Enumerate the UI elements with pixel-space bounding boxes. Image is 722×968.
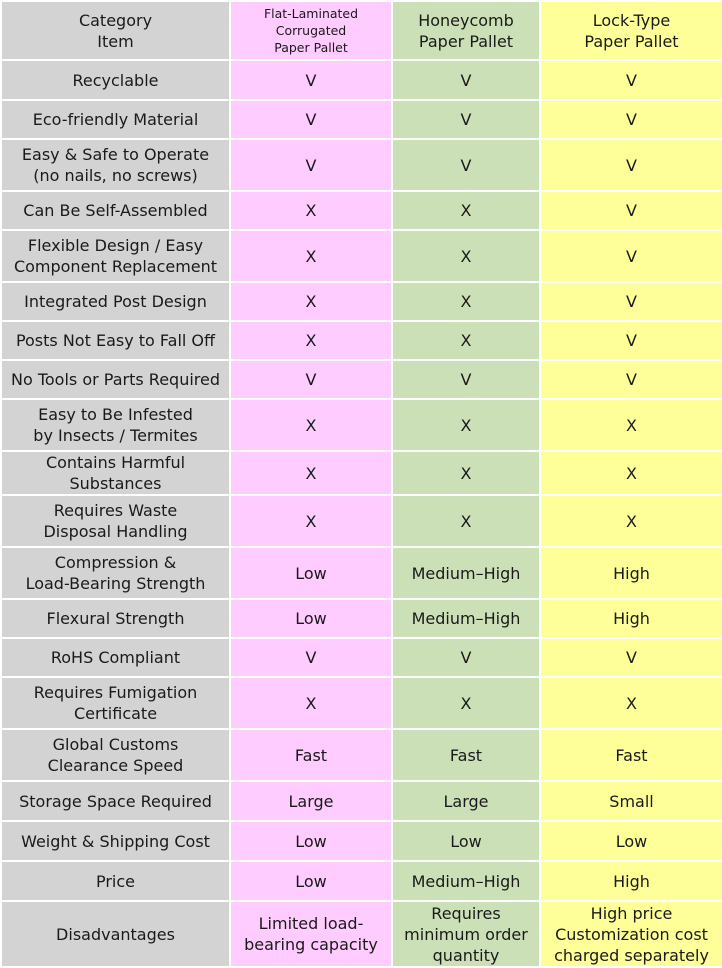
table-row — [1, 139, 722, 191]
flat-laminated-cell — [230, 139, 392, 191]
header-category-item — [1, 1, 230, 60]
lock-type-cell — [540, 60, 722, 100]
category-item-cell — [1, 230, 230, 282]
lock-type-cell — [540, 399, 722, 451]
category-item-cell — [1, 451, 230, 495]
category-item-cell — [1, 100, 230, 139]
cell-text-line: Low — [295, 831, 327, 851]
cell-text-line: Contains Harmful Substances — [45, 453, 186, 493]
table-row — [1, 321, 722, 360]
honeycomb-cell — [392, 360, 540, 399]
category-item-cell — [1, 360, 230, 399]
flat-laminated-cell — [230, 729, 392, 781]
cell-text-line: Fast — [294, 745, 328, 765]
cell-text-line: Certificate — [73, 704, 158, 723]
flat-laminated-cell — [230, 861, 392, 901]
honeycomb-cell — [392, 451, 540, 495]
table-row — [1, 638, 722, 677]
cell-text-line: Customization cost — [555, 924, 708, 944]
table-body — [1, 60, 722, 967]
table-row — [1, 729, 722, 781]
honeycomb-cell — [392, 677, 540, 729]
cell-text-line: minimum order — [404, 924, 528, 944]
category-item-cell — [1, 60, 230, 100]
table-row — [1, 781, 722, 821]
flat-laminated-cell — [230, 901, 392, 967]
honeycomb-cell — [392, 821, 540, 861]
cell-text-line: X — [626, 511, 637, 531]
lock-type-cell — [540, 282, 722, 321]
honeycomb-cell — [392, 729, 540, 781]
table-row — [1, 100, 722, 139]
cell-text-line: Posts Not Easy to Fall Off — [15, 331, 216, 350]
cell-text-line: V — [460, 155, 472, 175]
header-category-line: Category — [78, 10, 153, 30]
header-flat-laminated — [230, 1, 392, 60]
header-lock-line: Lock-Type — [592, 10, 671, 30]
cell-text-line: Low — [295, 871, 327, 891]
cell-text-line: Component Replacement — [13, 257, 218, 276]
category-item-cell — [1, 638, 230, 677]
table-row — [1, 495, 722, 547]
table-row — [1, 547, 722, 599]
cell-text-line: Easy & Safe to Operate — [21, 145, 210, 164]
cell-text-line: X — [460, 292, 472, 311]
lock-type-cell — [540, 360, 722, 399]
header-lock-line: Paper Pallet — [584, 31, 679, 51]
table-row — [1, 677, 722, 729]
cell-text-line: X — [305, 246, 317, 266]
lock-type-cell — [540, 638, 722, 677]
cell-text-line: V — [626, 201, 637, 220]
lock-type-cell — [540, 321, 722, 360]
cell-text-line: Flexural Strength — [46, 609, 185, 628]
cell-text-line: X — [305, 201, 317, 220]
cell-text-line: Flexible Design / Easy — [27, 236, 204, 255]
table-row — [1, 861, 722, 901]
cell-text-line: No Tools or Parts Required — [10, 370, 220, 389]
cell-text-line: Easy to Be Infested — [38, 405, 193, 424]
cell-text-line: V — [305, 155, 317, 175]
cell-text-line: Global Customs — [52, 735, 179, 754]
cell-text-line: X — [460, 693, 472, 713]
lock-type-cell — [540, 191, 722, 230]
cell-text-line: V — [460, 70, 472, 90]
lock-type-cell — [540, 781, 722, 821]
flat-laminated-cell — [230, 282, 392, 321]
cell-text-line: Medium–High — [411, 563, 521, 583]
cell-text-line: Eco-friendly Material — [32, 110, 199, 129]
cell-text-line: Fast — [615, 745, 648, 765]
category-item-cell — [1, 139, 230, 191]
cell-text-line: X — [460, 246, 472, 266]
honeycomb-cell — [392, 638, 540, 677]
cell-text-line: Load-Bearing Strength — [25, 574, 206, 593]
header-honeycomb-line: Honeycomb — [418, 10, 514, 30]
cell-text-line: V — [626, 370, 637, 389]
category-item-cell — [1, 282, 230, 321]
cell-text-line: Recyclable — [72, 70, 159, 90]
header-flat-line: Flat-Laminated — [263, 6, 359, 21]
flat-laminated-cell — [230, 100, 392, 139]
category-item-cell — [1, 901, 230, 967]
category-item-cell — [1, 321, 230, 360]
cell-text-line: V — [460, 648, 472, 667]
cell-text-line: V — [626, 155, 637, 175]
cell-text-line: X — [460, 201, 472, 220]
table-row — [1, 230, 722, 282]
cell-text-line: X — [305, 511, 317, 531]
honeycomb-cell — [392, 901, 540, 967]
flat-laminated-cell — [230, 191, 392, 230]
cell-text-line: Low — [295, 563, 327, 583]
honeycomb-cell — [392, 399, 540, 451]
cell-text-line: X — [460, 511, 472, 531]
honeycomb-cell — [392, 495, 540, 547]
honeycomb-cell — [392, 861, 540, 901]
cell-text-line: Requires Waste — [53, 501, 178, 520]
cell-text-line: X — [460, 415, 472, 435]
table-row — [1, 901, 722, 967]
category-item-cell — [1, 861, 230, 901]
cell-text-line: Clearance Speed — [47, 756, 184, 775]
flat-laminated-cell — [230, 781, 392, 821]
cell-text-line: Limited load- — [258, 914, 364, 933]
cell-text-line: charged separately — [554, 945, 709, 965]
honeycomb-cell — [392, 191, 540, 230]
cell-text-line: X — [626, 463, 637, 483]
category-item-cell — [1, 677, 230, 729]
header-honeycomb-line: Paper Pallet — [418, 31, 514, 51]
table-row — [1, 599, 722, 638]
cell-text-line: V — [626, 70, 637, 90]
cell-text-line: Disposal Handling — [43, 522, 188, 541]
cell-text-line: X — [460, 331, 472, 350]
cell-text-line: V — [305, 70, 317, 90]
lock-type-cell — [540, 729, 722, 781]
header-item-line: Item — [97, 31, 134, 51]
honeycomb-cell — [392, 321, 540, 360]
flat-laminated-cell — [230, 399, 392, 451]
table-row — [1, 821, 722, 861]
cell-text-line: Small — [609, 791, 654, 811]
flat-laminated-cell — [230, 677, 392, 729]
header-lock-type — [540, 1, 722, 60]
cell-text-line: Integrated Post Design — [24, 292, 207, 311]
cell-text-line: RoHS Compliant — [50, 648, 181, 667]
cell-text-line: Can Be Self-Assembled — [23, 201, 208, 220]
cell-text-line: Disadvantages — [56, 924, 175, 944]
header-flat-line: Paper Pallet — [274, 40, 348, 55]
flat-laminated-cell — [230, 599, 392, 638]
cell-text-line: Low — [450, 831, 482, 851]
category-item-cell — [1, 821, 230, 861]
honeycomb-cell — [392, 100, 540, 139]
cell-text-line: by Insects / Termites — [33, 426, 198, 445]
cell-text-line: X — [305, 415, 317, 435]
category-item-cell — [1, 495, 230, 547]
cell-text-line: High price — [590, 903, 673, 923]
cell-text-line: X — [305, 463, 317, 483]
cell-text-line: Price — [95, 871, 136, 891]
cell-text-line: X — [626, 415, 637, 435]
flat-laminated-cell — [230, 230, 392, 282]
cell-text-line: V — [626, 648, 637, 667]
cell-text-line: Medium–High — [411, 609, 521, 628]
cell-text-line: V — [626, 110, 637, 129]
lock-type-cell — [540, 861, 722, 901]
cell-text-line: Low — [615, 831, 648, 851]
lock-type-cell — [540, 677, 722, 729]
cell-text-line: High — [613, 563, 650, 583]
lock-type-cell — [540, 139, 722, 191]
honeycomb-cell — [392, 230, 540, 282]
table-row — [1, 191, 722, 230]
header-row — [1, 1, 722, 60]
cell-text-line: quantity — [432, 945, 500, 965]
table-row — [1, 451, 722, 495]
flat-laminated-cell — [230, 547, 392, 599]
cell-text-line: Weight & Shipping Cost — [21, 831, 210, 851]
cell-text-line: Large — [443, 791, 489, 811]
cell-text-line: Medium–High — [411, 871, 521, 891]
cell-text-line: Low — [295, 609, 327, 628]
flat-laminated-cell — [230, 60, 392, 100]
lock-type-cell — [540, 100, 722, 139]
flat-laminated-cell — [230, 321, 392, 360]
cell-text-line: V — [626, 331, 637, 350]
cell-text-line: X — [460, 463, 472, 483]
category-item-cell — [1, 399, 230, 451]
cell-text-line: X — [305, 292, 317, 311]
honeycomb-cell — [392, 139, 540, 191]
cell-text-line: bearing capacity — [244, 935, 378, 954]
cell-text-line: High — [613, 609, 650, 628]
cell-text-line: X — [305, 331, 317, 350]
cell-text-line: V — [626, 292, 637, 311]
honeycomb-cell — [392, 781, 540, 821]
cell-text-line: X — [626, 693, 637, 713]
category-item-cell — [1, 191, 230, 230]
flat-laminated-cell — [230, 638, 392, 677]
flat-laminated-cell — [230, 360, 392, 399]
honeycomb-cell — [392, 599, 540, 638]
cell-text-line: Storage Space Required — [19, 791, 212, 811]
lock-type-cell — [540, 547, 722, 599]
table-row — [1, 60, 722, 100]
cell-text-line: V — [460, 110, 472, 129]
cell-text-line: High — [613, 871, 650, 891]
table-row — [1, 399, 722, 451]
flat-laminated-cell — [230, 451, 392, 495]
cell-text-line: Requires — [431, 903, 501, 923]
lock-type-cell — [540, 451, 722, 495]
lock-type-cell — [540, 495, 722, 547]
cell-text-line: Large — [288, 791, 334, 811]
honeycomb-cell — [392, 547, 540, 599]
cell-text-line: V — [460, 370, 472, 389]
cell-text-line: Fast — [449, 745, 483, 765]
cell-text-line: V — [626, 246, 637, 266]
table-row — [1, 282, 722, 321]
cell-text-line: Compression & — [54, 553, 177, 572]
header-flat-line: Corrugated — [275, 23, 347, 38]
lock-type-cell — [540, 821, 722, 861]
cell-text-line: X — [305, 693, 317, 713]
cell-text-line: Requires Fumigation — [33, 683, 198, 702]
cell-text-line: V — [305, 370, 317, 389]
category-item-cell — [1, 729, 230, 781]
category-item-cell — [1, 599, 230, 638]
honeycomb-cell — [392, 282, 540, 321]
category-item-cell — [1, 547, 230, 599]
cell-text-line: (no nails, no screws) — [33, 166, 198, 185]
lock-type-cell — [540, 599, 722, 638]
flat-laminated-cell — [230, 821, 392, 861]
honeycomb-cell — [392, 60, 540, 100]
category-item-cell — [1, 781, 230, 821]
lock-type-cell — [540, 230, 722, 282]
table-row — [1, 360, 722, 399]
cell-text-line: V — [305, 110, 317, 129]
header-honeycomb — [392, 1, 540, 60]
cell-text-line: V — [305, 648, 317, 667]
flat-laminated-cell — [230, 495, 392, 547]
lock-type-cell — [540, 901, 722, 967]
